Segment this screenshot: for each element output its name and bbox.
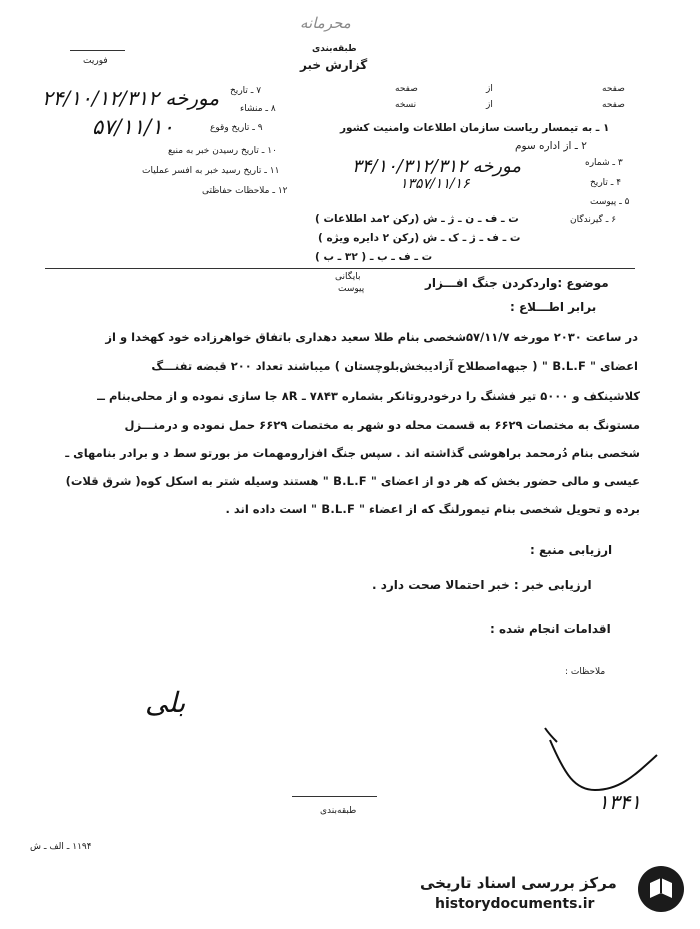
body-line-7: برده و تحویل شخصی بنام تیمورلنگ که از اعضاء " B.L.F " است داده اند . <box>225 502 640 516</box>
form-code: ۱۱۹۴ ـ الف ـ ش <box>30 842 92 852</box>
recipient-line-1: ت ـ ف ـ ن ـ ژ ـ ش (رکن ۲مد اطلاعات ) <box>315 213 519 225</box>
actions-taken: اقدامات انجام شده : <box>490 622 611 636</box>
header-divider <box>45 268 635 269</box>
archive-label: بایگانی <box>335 272 361 282</box>
archive-sub-label: پیوست <box>338 284 365 294</box>
initial-right: ۱۳۴۱ <box>598 790 641 814</box>
field-of-1: از <box>486 84 493 94</box>
field-page-1: صفحه <box>602 84 625 94</box>
field-of-2: از <box>486 100 493 110</box>
initial-left: بلی <box>145 686 186 719</box>
field-page-2: صفحه <box>395 84 418 94</box>
left-received-label: ۱۰ ـ تاریخ رسیدن خبر به منبع <box>168 146 277 156</box>
left-date-label: ۷ ـ تاریخ <box>230 86 262 96</box>
urgency-line <box>70 50 125 51</box>
left-received-officer-label: ۱۱ ـ تاریخ رسید خبر به افسر عملیات <box>142 166 280 176</box>
body-line-3: کلاشینکف و ۵۰۰۰ تیر فشنگ را درخودروتانکر بشماره ۷۸۴۳ ـ ۸R جا سازی نموده و از محلی‌بنام ــ <box>97 389 640 403</box>
field-number-label: ۳ ـ شماره <box>585 158 623 168</box>
body-line-6: عیسی و مالی حضور بخش که هر دو از اعضای " B.L.F " هستند وسیله شتر به اسکل کوه( شرق قلات) <box>65 474 640 488</box>
field-date-value: ۱۳۵۷/۱۱/۱۶ <box>400 176 470 192</box>
left-date-handwritten: ۲۴/۱۰/۱۲/۳۱۲ مورخه <box>42 86 220 110</box>
field-date-label: ۴ ـ تاریخ <box>590 178 622 188</box>
field-page-3: صفحه <box>602 100 625 110</box>
classification-label: طبقه‌بندی <box>312 44 357 54</box>
doc-type-title: گزارش خبر <box>300 58 368 72</box>
body-line-4: مستونگ به مختصات ۶۶۲۹ به قسمت محله دو شهر به مختصات ۶۶۲۹ حمل نموده و درمنـــزل <box>124 418 640 432</box>
left-source-label: ۸ ـ منشاء <box>240 104 276 114</box>
brand-name: مرکز بررسی اسناد تاریخی <box>420 874 617 892</box>
evaluation-news: ارزیابی خبر : خبر احتمالا صحت دارد . <box>372 578 592 592</box>
footer-classification-label: طبقه‌بندی <box>320 806 357 816</box>
subject-text: موضوع :واردکردن جنگ افـــزار <box>425 276 609 290</box>
body-line-5: شخصی بنام دُرمحمد براهوشی گذاشته اند . سپس جنگ افزارومهمات مز بورتو سط د و برادر بنامهای ـ <box>65 446 640 460</box>
field-copy: نسخه <box>395 100 417 110</box>
field-recipients-label: ۶ ـ گیرندگان <box>570 215 617 225</box>
evaluation-source: ارزیابی منبع : <box>530 543 613 557</box>
left-occurrence-label: ۹ ـ تاریخ وقوع <box>210 123 263 133</box>
field-number-handwritten: ۳۴/۱۰/۳۱۲/۳۱۲ مورخه <box>352 156 522 177</box>
left-occurrence-handwritten: ۵۷/۱۱/۱۰ <box>92 115 174 139</box>
recipient-line-2: ت ـ ف ـ ژ ـ ک ـ ش (رکن ۲ دایره ویژه ) <box>318 232 521 244</box>
field-from: ۲ ـ از اداره سوم <box>515 140 587 152</box>
left-protective-label: ۱۲ ـ ملاحظات حفاظتی <box>202 186 288 196</box>
brand-url[interactable]: historydocuments.ir <box>435 896 595 912</box>
body-line-2: اعضای " B.L.F " ( جبهه‌اصطلاح آزادیبخش‌بلوچستان ) میباشند تعداد ۲۰۰ قبضه تفنـــگ <box>151 359 638 373</box>
urgency-label: فوریت <box>83 56 108 66</box>
brand-book-icon <box>646 874 676 904</box>
salutation: برابر اطـــلاع : <box>510 300 597 314</box>
notes-label: ملاحظات : <box>565 667 606 677</box>
top-stamp: محرمانه <box>300 14 351 32</box>
field-to: ۱ ـ به تیمسار ریاست سازمان اطلاعات وامنیت کشور <box>340 122 610 134</box>
body-line-1: در ساعت ۲۰۳۰ مورخه ۵۷/۱۱/۷شخصی بنام طلا سعید دهداری باتفاق خواهرزاده خود کهخدا و از <box>105 330 638 344</box>
field-attachments-label: ۵ ـ پیوست <box>590 197 630 207</box>
footer-rule <box>292 796 377 797</box>
recipient-line-3: ت ـ ف ـ ب ـ ( ۳۲ ـ ب ) <box>315 251 433 263</box>
